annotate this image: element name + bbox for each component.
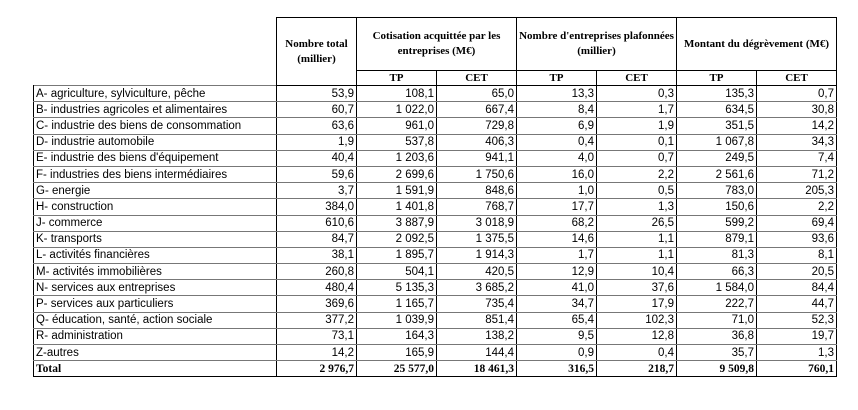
cell-value: 667,4 (437, 102, 517, 118)
cell-value: 71,0 (677, 312, 757, 328)
cell-value: 17,7 (517, 199, 597, 215)
cell-value: 260,8 (277, 264, 357, 280)
subheader-cet: CET (597, 71, 677, 86)
cell-value: 316,5 (517, 361, 597, 377)
cell-value: 41,0 (517, 280, 597, 296)
cell-value: 1 584,0 (677, 280, 757, 296)
row-label: B- industries agricoles et alimentaires (34, 102, 277, 118)
cell-value: 2 092,5 (357, 231, 437, 247)
cell-value: 14,6 (517, 231, 597, 247)
cell-value: 8,4 (517, 102, 597, 118)
cell-value: 3 685,2 (437, 280, 517, 296)
cell-value: 610,6 (277, 215, 357, 231)
row-label: A- agriculture, sylviculture, pêche (34, 86, 277, 102)
table-row (34, 118, 837, 134)
cell-value: 3 018,9 (437, 215, 517, 231)
cell-value: 135,3 (677, 86, 757, 102)
cell-value: 1 591,9 (357, 183, 437, 199)
row-label: Q- éducation, santé, action sociale (34, 312, 277, 328)
cell-value: 851,4 (437, 312, 517, 328)
cell-value: 735,4 (437, 296, 517, 312)
cell-value: 1 375,5 (437, 231, 517, 247)
cell-value: 65,0 (437, 86, 517, 102)
cell-value: 20,5 (757, 264, 837, 280)
cell-value: 406,3 (437, 134, 517, 150)
cell-value: 1,0 (517, 183, 597, 199)
row-label: F- industries des biens intermédiaires (34, 166, 277, 182)
table-body (34, 86, 837, 377)
cell-value: 19,7 (757, 328, 837, 344)
row-label: Total (34, 361, 277, 377)
cell-value: 537,8 (357, 134, 437, 150)
cell-value: 1,9 (597, 118, 677, 134)
row-label: G- energie (34, 183, 277, 199)
row-label: N- services aux entreprises (34, 280, 277, 296)
cell-value: 3 887,9 (357, 215, 437, 231)
table-row (34, 345, 837, 361)
cell-value: 6,9 (517, 118, 597, 134)
cell-value: 2,2 (757, 199, 837, 215)
cell-value: 138,2 (437, 328, 517, 344)
table-row (34, 231, 837, 247)
cell-value: 14,2 (757, 118, 837, 134)
cell-value: 1,9 (277, 134, 357, 150)
cell-value: 1,7 (517, 247, 597, 263)
blank-corner (34, 18, 277, 86)
cell-value: 0,7 (597, 150, 677, 166)
cell-value: 384,0 (277, 199, 357, 215)
table-row (34, 183, 837, 199)
cell-value: 1 914,3 (437, 247, 517, 263)
row-label: P- services aux particuliers (34, 296, 277, 312)
cell-value: 0,3 (597, 86, 677, 102)
subheader-tp: TP (677, 71, 757, 86)
cell-value: 5 135,3 (357, 280, 437, 296)
cell-value: 68,2 (517, 215, 597, 231)
header-nombre-total: Nombre total (millier) (277, 18, 357, 86)
cell-value: 768,7 (437, 199, 517, 215)
cell-value: 34,7 (517, 296, 597, 312)
cell-value: 1 895,7 (357, 247, 437, 263)
row-label: L- activités financières (34, 247, 277, 263)
cell-value: 53,9 (277, 86, 357, 102)
cell-value: 1 165,7 (357, 296, 437, 312)
cell-value: 59,6 (277, 166, 357, 182)
cell-value: 369,6 (277, 296, 357, 312)
cell-value: 71,2 (757, 166, 837, 182)
cell-value: 0,4 (517, 134, 597, 150)
cell-value: 30,8 (757, 102, 837, 118)
cell-value: 66,3 (677, 264, 757, 280)
cell-value: 1 203,6 (357, 150, 437, 166)
cell-value: 65,4 (517, 312, 597, 328)
cell-value: 2 561,6 (677, 166, 757, 182)
cell-value: 36,8 (677, 328, 757, 344)
cell-value: 7,4 (757, 150, 837, 166)
table-row (34, 312, 837, 328)
cell-value: 40,4 (277, 150, 357, 166)
table-row (34, 296, 837, 312)
cell-value: 1 039,9 (357, 312, 437, 328)
cell-value: 2 976,7 (277, 361, 357, 377)
cell-value: 37,6 (597, 280, 677, 296)
cell-value: 0,1 (597, 134, 677, 150)
cell-value: 4,0 (517, 150, 597, 166)
cell-value: 14,2 (277, 345, 357, 361)
cell-value: 2 699,6 (357, 166, 437, 182)
cell-value: 1 067,8 (677, 134, 757, 150)
cell-value: 144,4 (437, 345, 517, 361)
cell-value: 12,9 (517, 264, 597, 280)
cell-value: 81,3 (677, 247, 757, 263)
cell-value: 760,1 (757, 361, 837, 377)
table-row (34, 166, 837, 182)
row-label: J- commerce (34, 215, 277, 231)
table-row (34, 328, 837, 344)
row-label: D- industrie automobile (34, 134, 277, 150)
cell-value: 16,0 (517, 166, 597, 182)
cell-value: 34,3 (757, 134, 837, 150)
table-row (34, 264, 837, 280)
total-row (34, 361, 837, 377)
cell-value: 8,1 (757, 247, 837, 263)
header-cotisation: Cotisation acquittée par les entreprises (M€) (357, 18, 517, 71)
table-row (34, 102, 837, 118)
cell-value: 1 022,0 (357, 102, 437, 118)
cell-value: 38,1 (277, 247, 357, 263)
cell-value: 351,5 (677, 118, 757, 134)
cell-value: 480,4 (277, 280, 357, 296)
cell-value: 1,1 (597, 247, 677, 263)
table-row (34, 247, 837, 263)
cell-value: 879,1 (677, 231, 757, 247)
table-row (34, 215, 837, 231)
cell-value: 35,7 (677, 345, 757, 361)
cell-value: 848,6 (437, 183, 517, 199)
cell-value: 17,9 (597, 296, 677, 312)
cell-value: 0,5 (597, 183, 677, 199)
cell-value: 44,7 (757, 296, 837, 312)
cell-value: 60,7 (277, 102, 357, 118)
cell-value: 941,1 (437, 150, 517, 166)
cell-value: 0,4 (597, 345, 677, 361)
subheader-cet: CET (757, 71, 837, 86)
cell-value: 73,1 (277, 328, 357, 344)
table-row (34, 150, 837, 166)
cell-value: 13,3 (517, 86, 597, 102)
cell-value: 729,8 (437, 118, 517, 134)
row-label: M- activités immobilières (34, 264, 277, 280)
cell-value: 2,2 (597, 166, 677, 182)
table-row (34, 199, 837, 215)
cell-value: 84,7 (277, 231, 357, 247)
cell-value: 12,8 (597, 328, 677, 344)
subheader-tp: TP (357, 71, 437, 86)
cell-value: 52,3 (757, 312, 837, 328)
degrevement-table (33, 17, 837, 377)
cell-value: 165,9 (357, 345, 437, 361)
cell-value: 9,5 (517, 328, 597, 344)
cell-value: 634,5 (677, 102, 757, 118)
row-label: Z-autres (34, 345, 277, 361)
cell-value: 63,6 (277, 118, 357, 134)
cell-value: 0,9 (517, 345, 597, 361)
cell-value: 10,4 (597, 264, 677, 280)
cell-value: 1,3 (597, 199, 677, 215)
cell-value: 18 461,3 (437, 361, 517, 377)
cell-value: 1,7 (597, 102, 677, 118)
subheader-cet: CET (437, 71, 517, 86)
row-label: H- construction (34, 199, 277, 215)
cell-value: 93,6 (757, 231, 837, 247)
cell-value: 205,3 (757, 183, 837, 199)
row-label: K- transports (34, 231, 277, 247)
row-label: E- industrie des biens d'équipement (34, 150, 277, 166)
cell-value: 420,5 (437, 264, 517, 280)
cell-value: 1,1 (597, 231, 677, 247)
cell-value: 504,1 (357, 264, 437, 280)
cell-value: 26,5 (597, 215, 677, 231)
cell-value: 222,7 (677, 296, 757, 312)
cell-value: 108,1 (357, 86, 437, 102)
cell-value: 25 577,0 (357, 361, 437, 377)
cell-value: 599,2 (677, 215, 757, 231)
cell-value: 84,4 (757, 280, 837, 296)
cell-value: 1,3 (757, 345, 837, 361)
cell-value: 69,4 (757, 215, 837, 231)
table-row (34, 86, 837, 102)
header-nombre-plafonnees: Nombre d'entreprises plafonnées (millier) (517, 18, 677, 71)
subheader-tp: TP (517, 71, 597, 86)
cell-value: 3,7 (277, 183, 357, 199)
cell-value: 150,6 (677, 199, 757, 215)
cell-value: 1 401,8 (357, 199, 437, 215)
cell-value: 961,0 (357, 118, 437, 134)
table-row (34, 280, 837, 296)
cell-value: 783,0 (677, 183, 757, 199)
row-label: R- administration (34, 328, 277, 344)
cell-value: 9 509,8 (677, 361, 757, 377)
cell-value: 218,7 (597, 361, 677, 377)
cell-value: 102,3 (597, 312, 677, 328)
table-row (34, 134, 837, 150)
cell-value: 1 750,6 (437, 166, 517, 182)
cell-value: 249,5 (677, 150, 757, 166)
row-label: C- industrie des biens de consommation (34, 118, 277, 134)
cell-value: 0,7 (757, 86, 837, 102)
cell-value: 164,3 (357, 328, 437, 344)
header-montant: Montant du dégrèvement (M€) (677, 18, 837, 71)
cell-value: 377,2 (277, 312, 357, 328)
